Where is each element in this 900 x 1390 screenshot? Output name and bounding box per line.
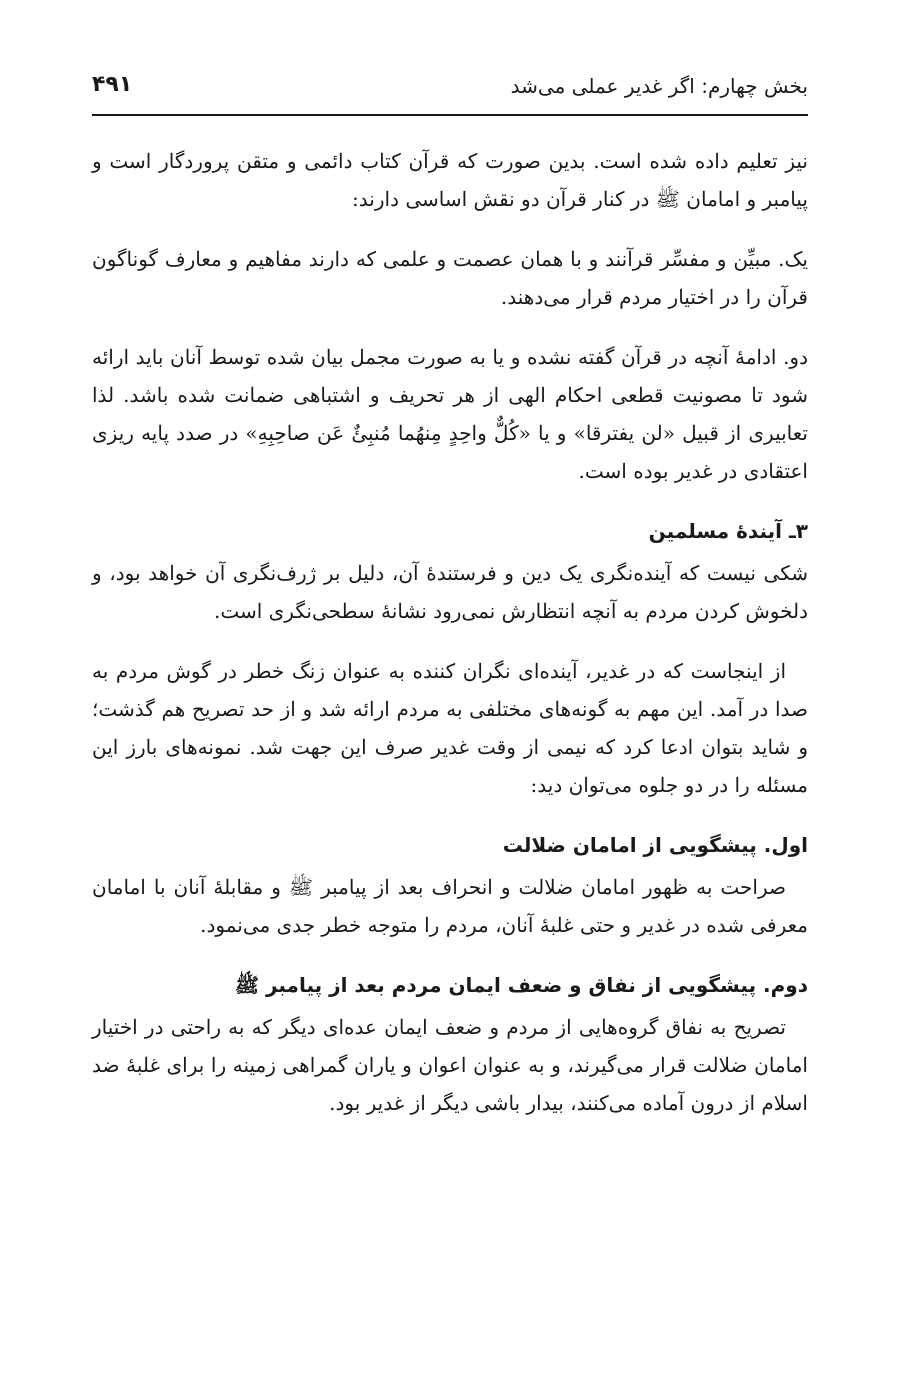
page-number: ۴۹۱ [92, 72, 133, 97]
paragraph-second: تصریح به نفاق گروه‌هایی از مردم و ضعف ایمان عده‌ای دیگر که به راحتی در اختیار امامان ضلالت قرار می‌گیرند، و به عنوان اعوان و یاران گمراهی زمینه را برای غلبهٔ ضد اسلام از درون آماده می‌کنند، بیدار باشی دیگر از غدیر بود. [92, 1015, 808, 1115]
paragraph-first: صراحت به ظهور امامان ضلالت و انحراف بعد از پیامبر ﷺ و مقابلهٔ آنان با امامان معرفی شده در غدیر و حتی غلبهٔ آنان، مردم را متوجه خطر جدی می‌نمود. [92, 875, 808, 937]
section-heading-future: ۳ـ آیندهٔ مسلمین [648, 519, 808, 543]
paragraph-role-two: دو. ادامهٔ آنچه در قرآن گفته نشده و یا به صورت مجمل بیان شده توسط آنان باید ارائه شود تا مصونیت قطعی احکام الهی از هر تحریف و اشتباهی ضمانت شده باشد. لذا تعابیری از قبیل «لن یفترقا» و یا «کُلٌّ واحِدٍ مِنهُما مُنبِئٌ عَن صاحِبِهِ» در صدد پایه ریزی اعتقادی در غدیر بوده است. [92, 345, 808, 483]
page-body [92, 142, 808, 1144]
paragraph-intro: نیز تعلیم داده شده است. بدین صورت که قرآن کتاب دائمی و متقن پروردگار است و پیامبر و امامان ﷺ در کنار قرآن دو نقش اساسی دارند: [92, 149, 808, 211]
paragraph-ghadir-warning: از اینجاست که در غدیر، آینده‌ای نگران کننده به عنوان زنگ خطر در گوش مردم به صدا در آمد. این مهم به گونه‌های مختلفی به مردم ارائه شد و از حد تصریح هم گذشت؛ و شاید بتوان ادعا کرد که نیمی از وقت غدیر صرف این جهت شد. نمونه‌های بارز این مسئله را در دو جلوه می‌توان دید: [92, 659, 808, 797]
chapter-title: بخش چهارم: اگر غدیر عملی می‌شد [510, 74, 808, 98]
paragraph-foresight: شکی نیست که آینده‌نگری یک دین و فرستندهٔ آن، دلیل بر ژرف‌نگری آن خواهد بود، و دلخوش کردن مردم به آنچه انتظارش نمی‌رود نشانهٔ سطحی‌نگری است. [92, 561, 809, 623]
running-header [92, 70, 808, 116]
paragraph-role-one: یک. مبیِّن و مفسِّر قرآنند و با همان عصمت و علمی که دارند مفاهیم و معارف گوناگون قرآن را در اختیار مردم قرار می‌دهند. [92, 247, 808, 309]
subheading-second: دوم. پیشگویی از نفاق و ضعف ایمان مردم بعد از پیامبر ﷺ [234, 973, 808, 997]
subheading-first: اول. پیشگویی از امامان ضلالت [502, 833, 808, 857]
